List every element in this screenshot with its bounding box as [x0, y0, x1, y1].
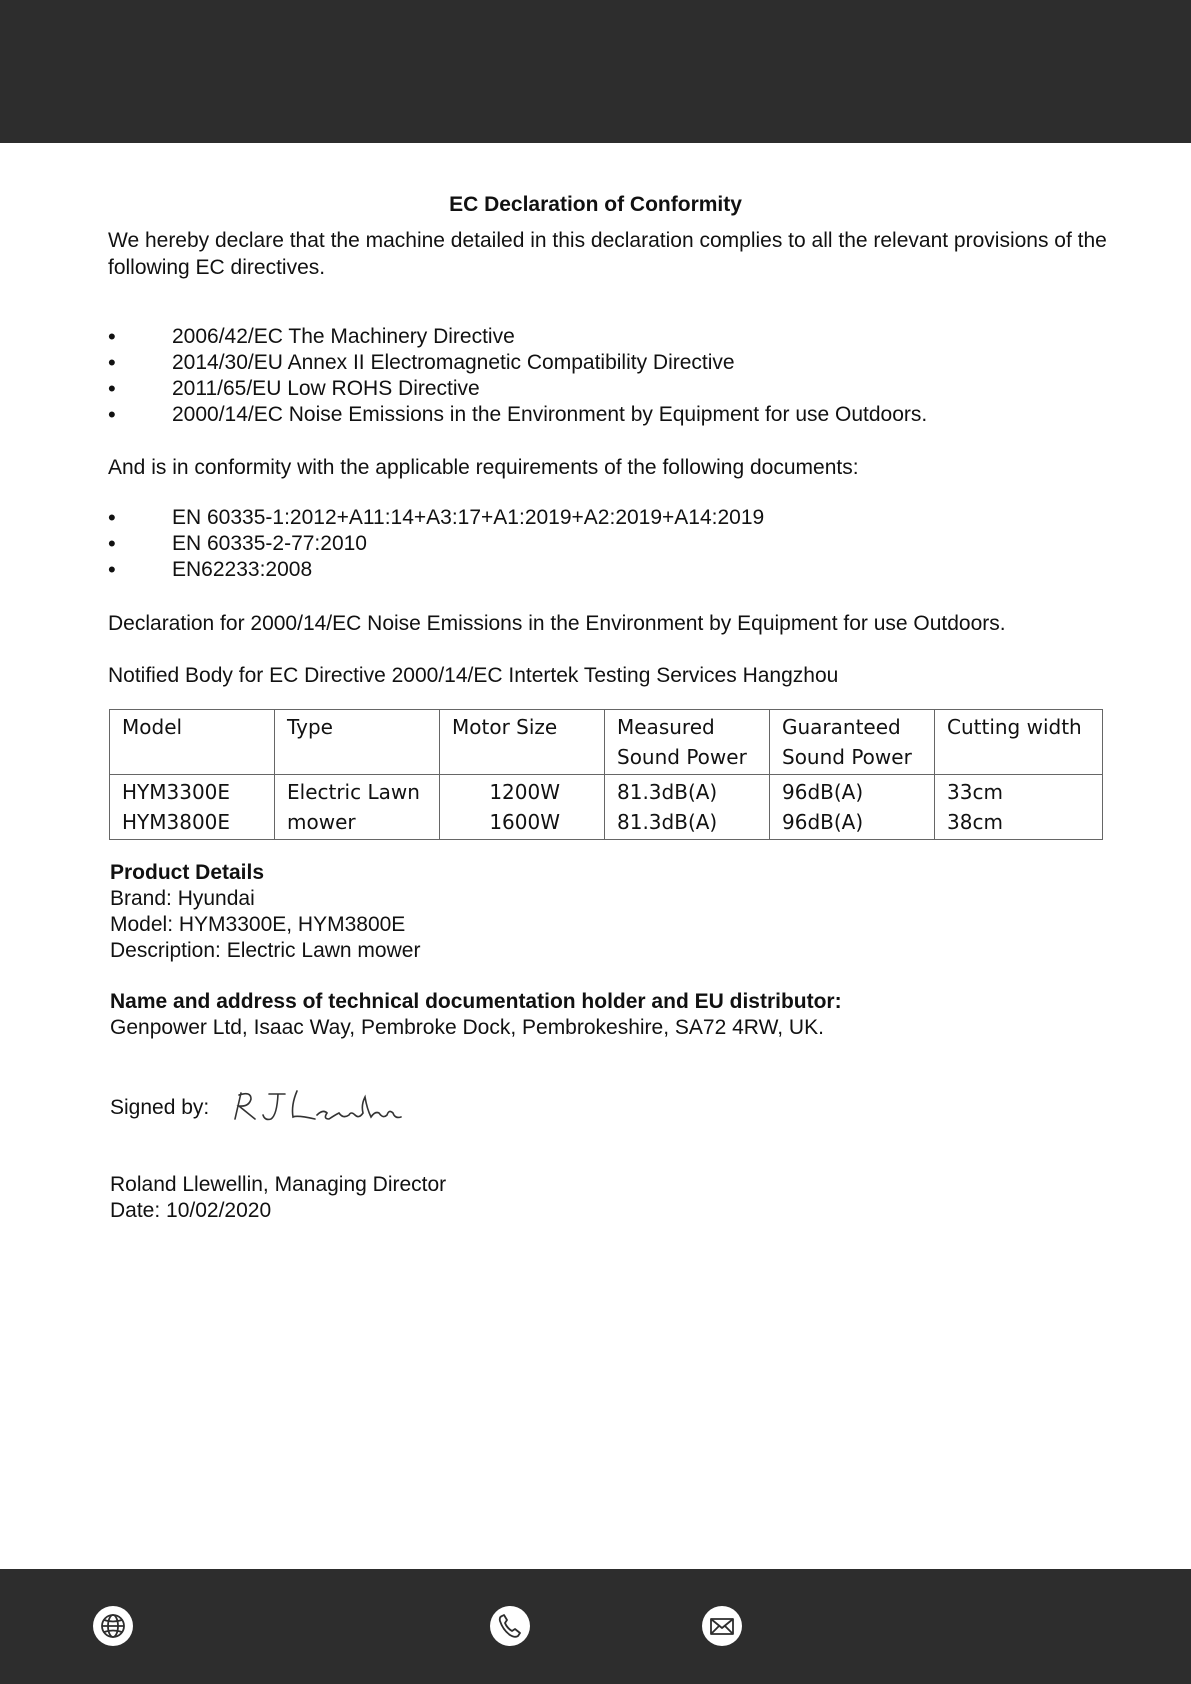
noise-declaration: Declaration for 2000/14/EC Noise Emissions in the Environment by Equipment for use Outdoors. [108, 612, 1006, 635]
distributor-address: Genpower Ltd, Isaac Way, Pembroke Dock, Pembrokeshire, SA72 4RW, UK. [110, 1016, 824, 1039]
top-bar [0, 0, 1191, 143]
product-details [110, 860, 1110, 964]
mail-icon[interactable] [702, 1606, 742, 1646]
signed-by-row [110, 1083, 412, 1133]
list-item: • 2014/30/EU Annex II Electromagnetic Compatibility Directive [108, 350, 1108, 376]
header-guaranteed: Guaranteed Sound Power [770, 710, 935, 775]
signed-by-label: Signed by: [110, 1096, 210, 1119]
list-item: • EN 60335-2-77:2010 [108, 531, 1108, 557]
globe-icon-glyph [98, 1611, 128, 1641]
product-description: Description: Electric Lawn mower [110, 939, 421, 962]
header-motor-size: Motor Size [440, 710, 605, 775]
sound-power-table [109, 709, 1103, 840]
header-cutting-width: Cutting width [935, 710, 1103, 775]
cell-motor-sizes: 1200W 1600W [440, 775, 605, 840]
list-item: • 2006/42/EC The Machinery Directive [108, 324, 1108, 350]
standards-list [108, 505, 1108, 583]
product-brand: Brand: Hyundai [110, 887, 255, 910]
table-header-row [110, 710, 1103, 775]
cell-type: Electric Lawn mower [275, 775, 440, 840]
bottom-bar [0, 1569, 1191, 1684]
signatory-name: Roland Llewellin, Managing Director [110, 1173, 447, 1196]
distributor-heading: Name and address of technical documentation holder and EU distributor: [110, 990, 842, 1013]
header-measured: Measured Sound Power [605, 710, 770, 775]
signature-date: Date: 10/02/2020 [110, 1199, 272, 1222]
globe-icon[interactable] [93, 1606, 133, 1646]
product-model: Model: HYM3300E, HYM3800E [110, 913, 406, 936]
notified-body: Notified Body for EC Directive 2000/14/EC Intertek Testing Services Hangzhou [108, 664, 839, 687]
list-item: • EN 60335-1:2012+A11:14+A3:17+A1:2019+A2:2019+A14:2019 [108, 505, 1108, 531]
table-row [110, 775, 1103, 840]
cell-guaranteed: 96dB(A) 96dB(A) [770, 775, 935, 840]
cell-cutting-width: 33cm 38cm [935, 775, 1103, 840]
directives-list [108, 324, 1108, 428]
distributor-block [110, 989, 1110, 1041]
list-item: • EN62233:2008 [108, 557, 1108, 583]
product-details-heading: Product Details [110, 861, 265, 884]
list-item: • 2000/14/EC Noise Emissions in the Environment by Equipment for use Outdoors. [108, 402, 1108, 428]
phone-icon-glyph [496, 1612, 524, 1640]
page-title: EC Declaration of Conformity [449, 193, 742, 216]
signature-image [227, 1085, 412, 1131]
document-page [0, 143, 1191, 1569]
cell-measured: 81.3dB(A) 81.3dB(A) [605, 775, 770, 840]
header-model: Model [110, 710, 275, 775]
conformity-intro: And is in conformity with the applicable requirements of the following documents: [108, 456, 859, 479]
header-type: Type [275, 710, 440, 775]
mail-icon-glyph [708, 1612, 736, 1640]
list-item: • 2011/65/EU Low ROHS Directive [108, 376, 1108, 402]
phone-icon[interactable] [490, 1606, 530, 1646]
signatory-block [110, 1172, 1110, 1224]
intro-paragraph: We hereby declare that the machine detailed in this declaration complies to all the relevant provisions of the following EC directives. [108, 229, 1107, 279]
cell-models: HYM3300E HYM3800E [110, 775, 275, 840]
